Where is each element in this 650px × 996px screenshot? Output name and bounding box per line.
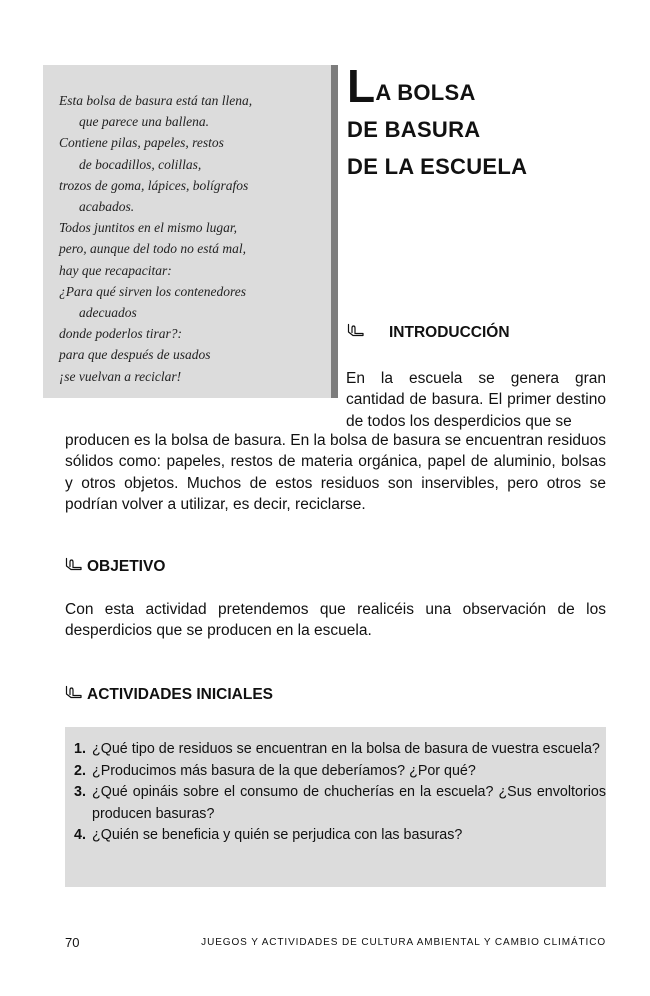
title-line-1-rest: A BOLSA xyxy=(375,80,476,105)
pointing-hand-icon xyxy=(347,323,365,339)
list-item-text: ¿Qué opináis sobre el consumo de chucherías en la escuela? ¿Sus envoltorios producen basuras? xyxy=(92,784,606,822)
poem-line: Esta bolsa de basura está tan llena, xyxy=(59,93,253,108)
list-item xyxy=(74,739,606,761)
list-item xyxy=(74,825,606,847)
page-number: 70 xyxy=(65,935,80,950)
list-item-number: 4. xyxy=(74,827,86,843)
poem-line: Contiene pilas, papeles, restos xyxy=(59,135,224,151)
title-line-3: DE LA ESCUELA xyxy=(347,154,528,179)
pointing-hand-icon xyxy=(65,557,83,573)
list-item-number: 2. xyxy=(74,762,86,779)
poem-line: donde poderlos tirar?: xyxy=(59,326,182,342)
objective-heading-text: OBJETIVO xyxy=(87,558,166,575)
poem-line: ¿Para qué sirven los contenedores xyxy=(59,283,246,299)
poem-line: pero, aunque del todo no está mal, xyxy=(59,241,246,257)
introduction-text-narrow: En la escuela se genera gran cantidad de basura. El primer destino de todos los desperdicios que se xyxy=(346,370,606,430)
objective-heading xyxy=(65,557,165,576)
poem-line: que parece una ballena. xyxy=(79,114,209,130)
poem-divider-bar xyxy=(331,65,338,398)
list-item xyxy=(74,782,606,825)
list-item-text: ¿Qué tipo de residuos se encuentran en la bolsa de basura de vuestra escuela? xyxy=(92,741,600,757)
poem-line: de bocadillos, colillas, xyxy=(79,156,202,172)
poem-line: acabados. xyxy=(79,199,135,215)
poem-line: para que después de usados xyxy=(59,347,211,363)
page-title xyxy=(347,60,528,185)
list-item-number: 1. xyxy=(74,741,86,757)
poem-line: trozos de goma, lápices, bolígrafos xyxy=(59,177,249,193)
list-item-number: 3. xyxy=(74,784,86,800)
pointing-hand-icon xyxy=(65,685,83,701)
poem-line: hay que recapacitar: xyxy=(59,262,172,278)
running-footer: JUEGOS Y ACTIVIDADES DE CULTURA AMBIENTAL Y CAMBIO CLIMÁTICO xyxy=(201,937,606,948)
activities-heading xyxy=(65,685,273,704)
title-initial: L xyxy=(347,60,376,112)
poem-line: ¡se vuelvan a reciclar! xyxy=(59,368,182,384)
title-line-2: DE BASURA xyxy=(347,117,481,142)
poem-line: Todos juntitos en el mismo lugar, xyxy=(59,220,238,236)
introduction-heading-text: INTRODUCCIÓN xyxy=(389,324,510,341)
activities-heading-text: ACTIVIDADES INICIALES xyxy=(87,686,274,703)
activities-list xyxy=(74,739,606,847)
introduction-heading xyxy=(347,323,510,342)
list-item-text: ¿Producimos más basura de la que deberíamos? ¿Por qué? xyxy=(92,762,476,779)
poem xyxy=(59,90,324,387)
poem-line: adecuados xyxy=(79,305,137,321)
introduction-text-wide: producen es la bolsa de basura. En la bolsa de basura se encuentran residuos sólidos como: papeles, restos de materia orgánica, papel de aluminio, bolsas y otros objetos. Muchos de estos residuos son inservibles, pero otros se podrían volver a utilizar, es decir, reciclarse. xyxy=(65,432,606,514)
list-item-text: ¿Quién se beneficia y quién se perjudica con las basuras? xyxy=(92,827,463,843)
list-item xyxy=(74,761,606,783)
title-line-1 xyxy=(347,60,527,112)
objective-text: Con esta actividad pretendemos que realicéis una observación de los desperdicios que se producen en la escuela. xyxy=(65,601,606,640)
